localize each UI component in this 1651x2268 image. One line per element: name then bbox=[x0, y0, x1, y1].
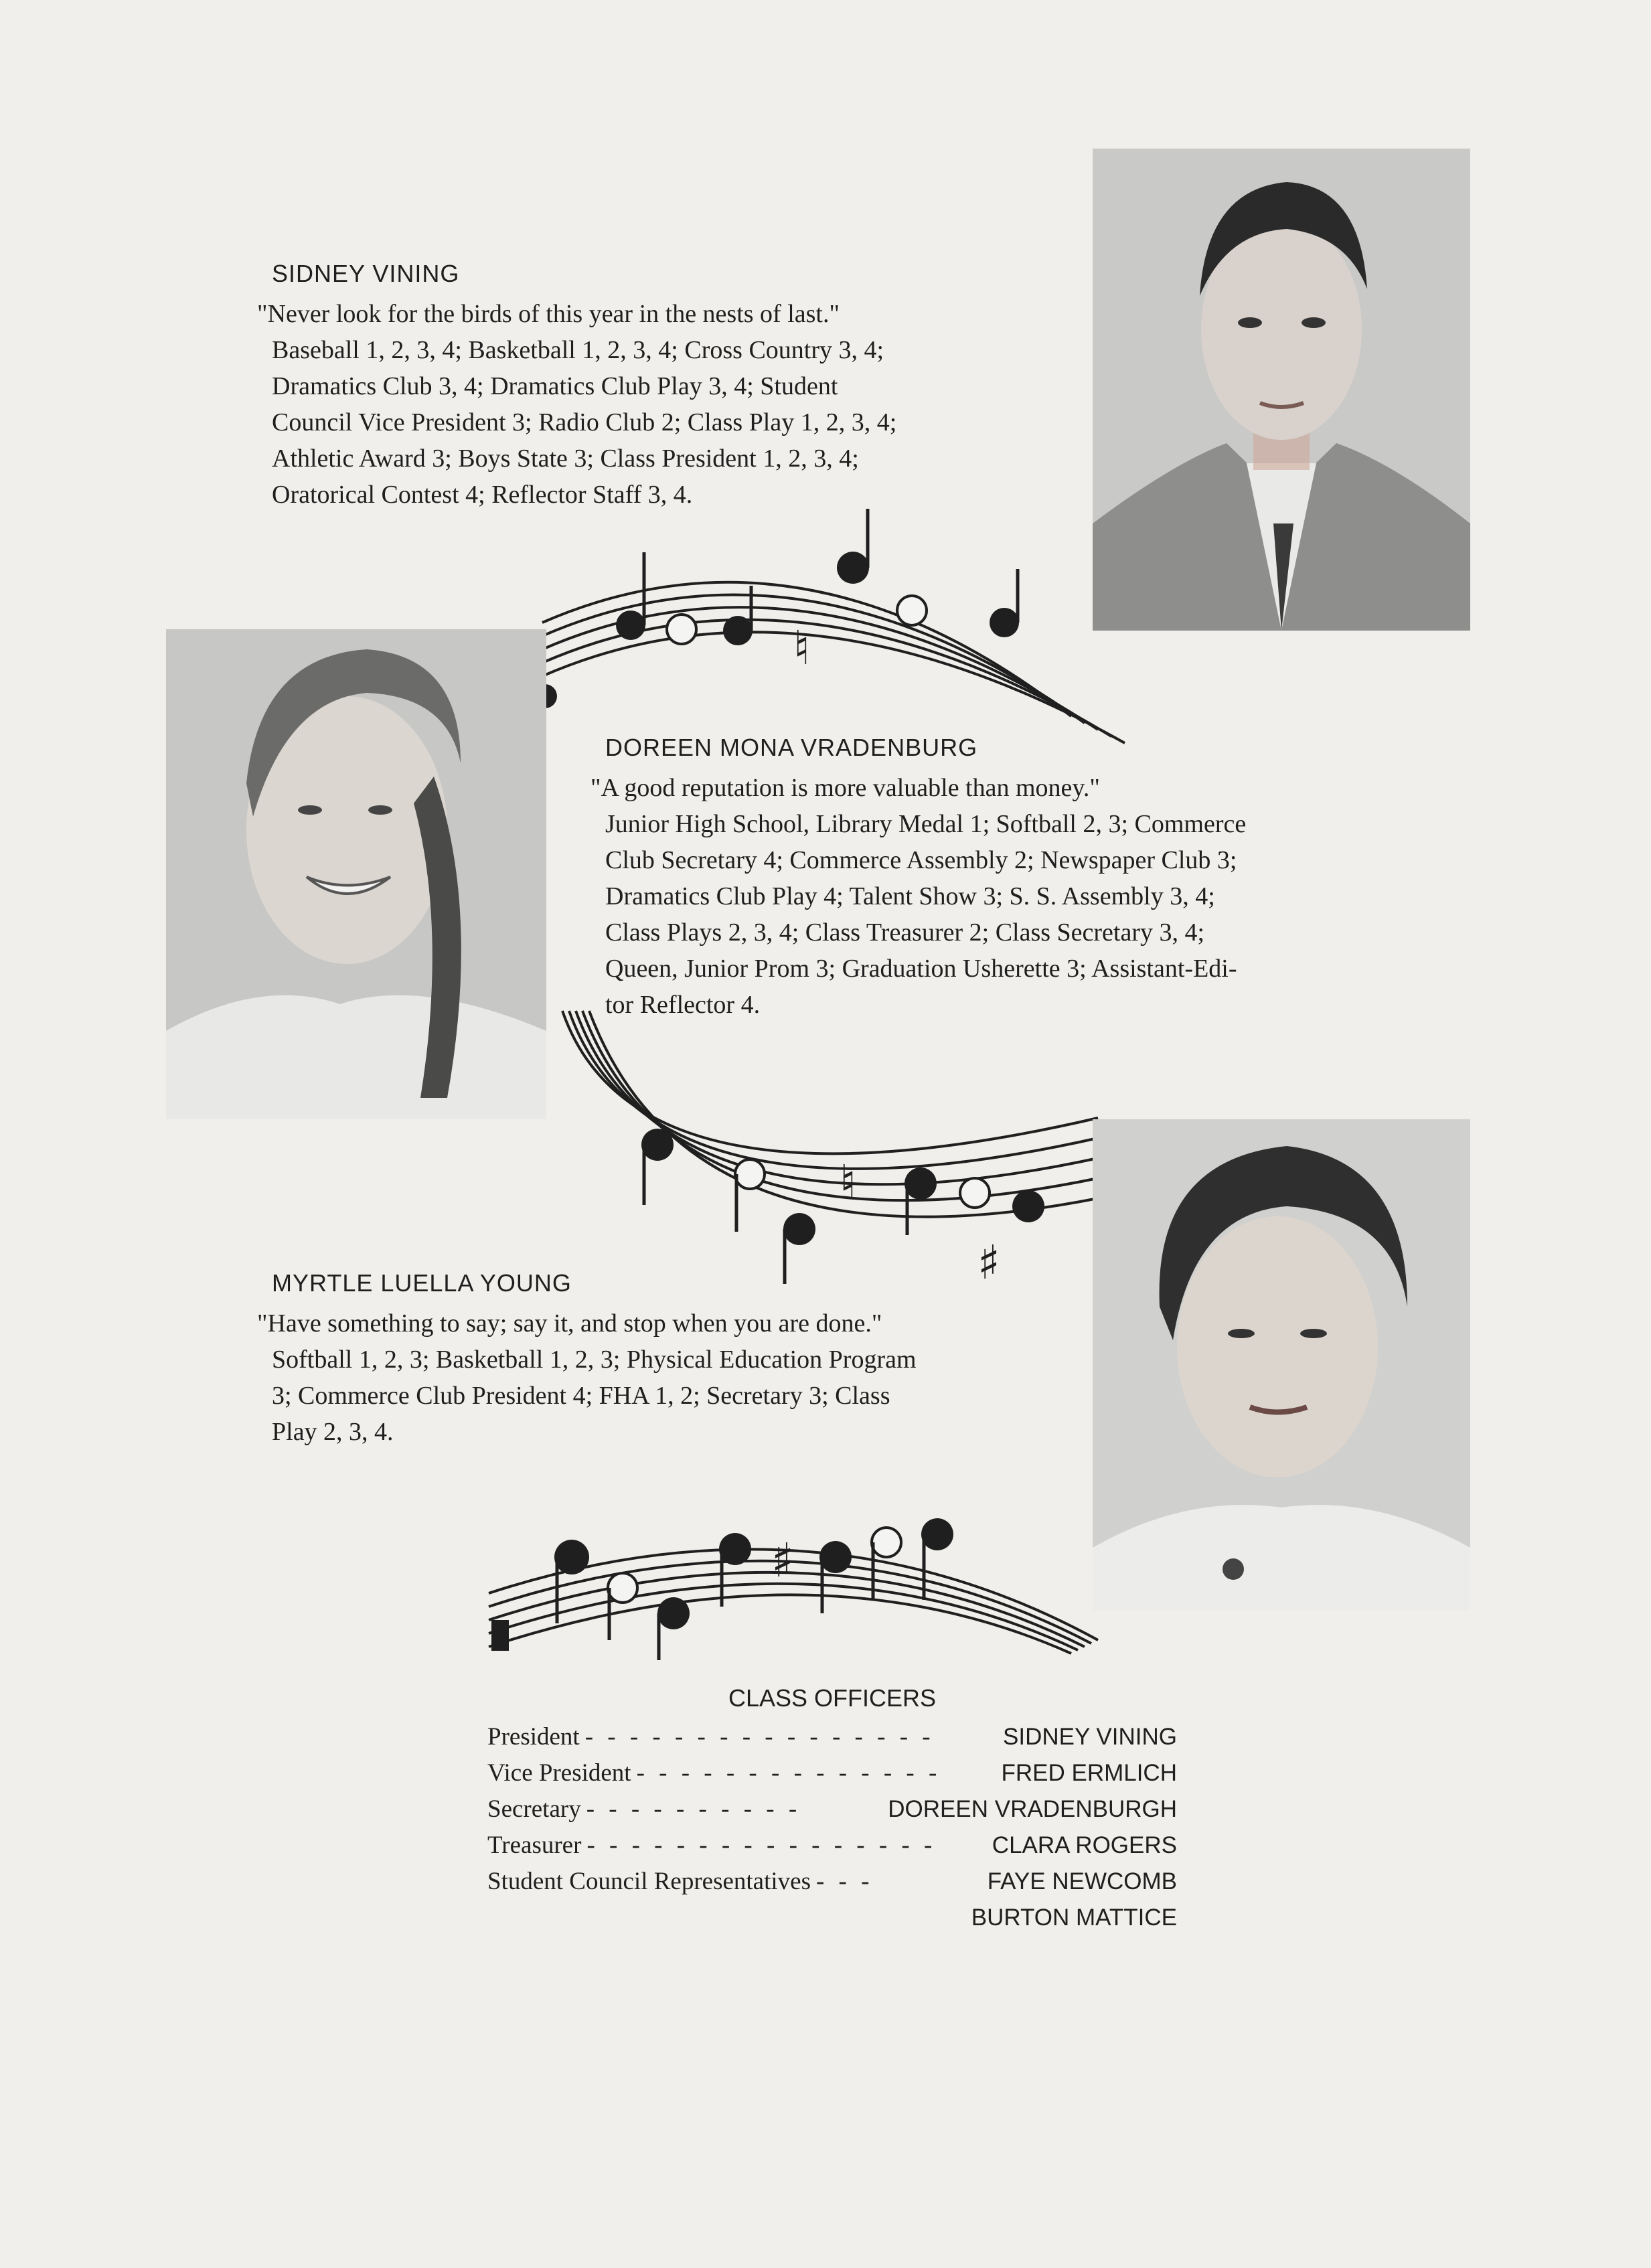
officer-row-student-council bbox=[487, 1864, 1177, 1900]
student-name: MYRTLE LUELLA YOUNG bbox=[272, 1269, 572, 1297]
activity-line: 3; Commerce Club President 4; FHA 1, 2; Secretary 3; Class bbox=[272, 1382, 890, 1410]
activity-line: Class Plays 2, 3, 4; Class Treasurer 2; Class Secretary 3, 4; bbox=[605, 918, 1205, 947]
activity-line: Play 2, 3, 4. bbox=[272, 1418, 394, 1446]
activity-line: tor Reflector 4. bbox=[605, 991, 761, 1019]
music-staff-decoration-3 bbox=[482, 1506, 1111, 1680]
svg-text:♮: ♮ bbox=[793, 621, 811, 675]
class-officers-section bbox=[487, 1680, 1177, 1936]
office-label: Student Council Representatives bbox=[487, 1868, 811, 1895]
student-name: SIDNEY VINING bbox=[272, 260, 460, 287]
leader-dashes: - - - - - - - - - - - - - - - - bbox=[586, 1832, 937, 1859]
activity-line: Junior High School, Library Medal 1; Softball 2, 3; Commerce bbox=[605, 810, 1247, 838]
activity-line: Dramatics Club Play 4; Talent Show 3; S. S. Assembly 3, 4; bbox=[605, 882, 1215, 910]
music-staff-icon bbox=[482, 1506, 1111, 1680]
svg-text:♯: ♯ bbox=[977, 1235, 1000, 1290]
office-holder: FAYE NEWCOMB bbox=[987, 1868, 1177, 1894]
office-holder: CLARA ROGERS bbox=[992, 1832, 1177, 1858]
leader-dashes: - - - bbox=[815, 1868, 874, 1895]
portrait-woman-icon bbox=[166, 629, 546, 1119]
activity-line: Baseball 1, 2, 3, 4; Basketball 1, 2, 3, 4; Cross Country 3, 4; bbox=[272, 336, 884, 364]
leader-dashes: - - - - - - - - - - - - - - - - bbox=[584, 1723, 935, 1751]
activity-line: Club Secretary 4; Commerce Assembly 2; Newspaper Club 3; bbox=[605, 846, 1237, 874]
student-quote: "Have something to say; say it, and stop when you are done." bbox=[257, 1309, 882, 1338]
officer-row-president bbox=[487, 1719, 1177, 1755]
bio-doreen-vradenburg bbox=[591, 730, 1246, 1023]
portrait-sidney-vining bbox=[1093, 149, 1470, 631]
activity-line: Athletic Award 3; Boys State 3; Class President 1, 2, 3, 4; bbox=[272, 444, 859, 473]
portrait-woman-icon bbox=[1093, 1119, 1470, 1611]
officer-row-treasurer bbox=[487, 1828, 1177, 1864]
officer-row-secretary bbox=[487, 1791, 1177, 1828]
office-holder-extra: BURTON MATTICE bbox=[971, 1905, 1177, 1931]
leader-dashes: - - - - - - - - - - bbox=[586, 1795, 801, 1823]
office-label: Secretary bbox=[487, 1795, 581, 1823]
music-staff-icon bbox=[556, 1004, 1105, 1299]
bio-myrtle-young bbox=[257, 1265, 917, 1450]
portrait-myrtle-young bbox=[1093, 1119, 1470, 1611]
activity-line: Oratorical Contest 4; Reflector Staff 3, 4. bbox=[272, 481, 693, 509]
activity-line: Softball 1, 2, 3; Basketball 1, 2, 3; Physical Education Program bbox=[272, 1346, 917, 1374]
office-label: Treasurer bbox=[487, 1832, 582, 1859]
music-staff-icon bbox=[536, 495, 1138, 750]
music-staff-decoration-1 bbox=[536, 495, 1138, 750]
music-staff-decoration-2 bbox=[556, 1004, 1105, 1299]
office-label: President bbox=[487, 1723, 580, 1751]
leader-dashes: - - - - - - - - - - - - - - bbox=[636, 1759, 941, 1787]
student-quote: "Never look for the birds of this year in the nests of last." bbox=[257, 300, 840, 328]
officer-row-vice-president bbox=[487, 1755, 1177, 1791]
svg-text:♮: ♮ bbox=[840, 1155, 857, 1210]
portrait-man-icon bbox=[1093, 149, 1470, 631]
student-quote: "A good reputation is more valuable than money." bbox=[591, 774, 1100, 802]
activity-line: Queen, Junior Prom 3; Graduation Usherette 3; Assistant-Edi- bbox=[605, 955, 1237, 983]
svg-text:♯: ♯ bbox=[771, 1533, 794, 1588]
bio-sidney-vining bbox=[257, 256, 896, 513]
student-name: DOREEN MONA VRADENBURG bbox=[605, 734, 978, 761]
portrait-doreen-vradenburg bbox=[166, 629, 546, 1119]
office-label: Vice President bbox=[487, 1759, 631, 1787]
activity-line: Dramatics Club 3, 4; Dramatics Club Play 3, 4; Student bbox=[272, 372, 838, 400]
office-holder: SIDNEY VINING bbox=[1003, 1724, 1177, 1750]
activity-line: Council Vice President 3; Radio Club 2; Class Play 1, 2, 3, 4; bbox=[272, 408, 897, 436]
class-officers-heading: CLASS OFFICERS bbox=[728, 1684, 937, 1712]
office-holder: DOREEN VRADENBURGH bbox=[888, 1796, 1177, 1822]
office-holder: FRED ERMLICH bbox=[1001, 1760, 1177, 1786]
